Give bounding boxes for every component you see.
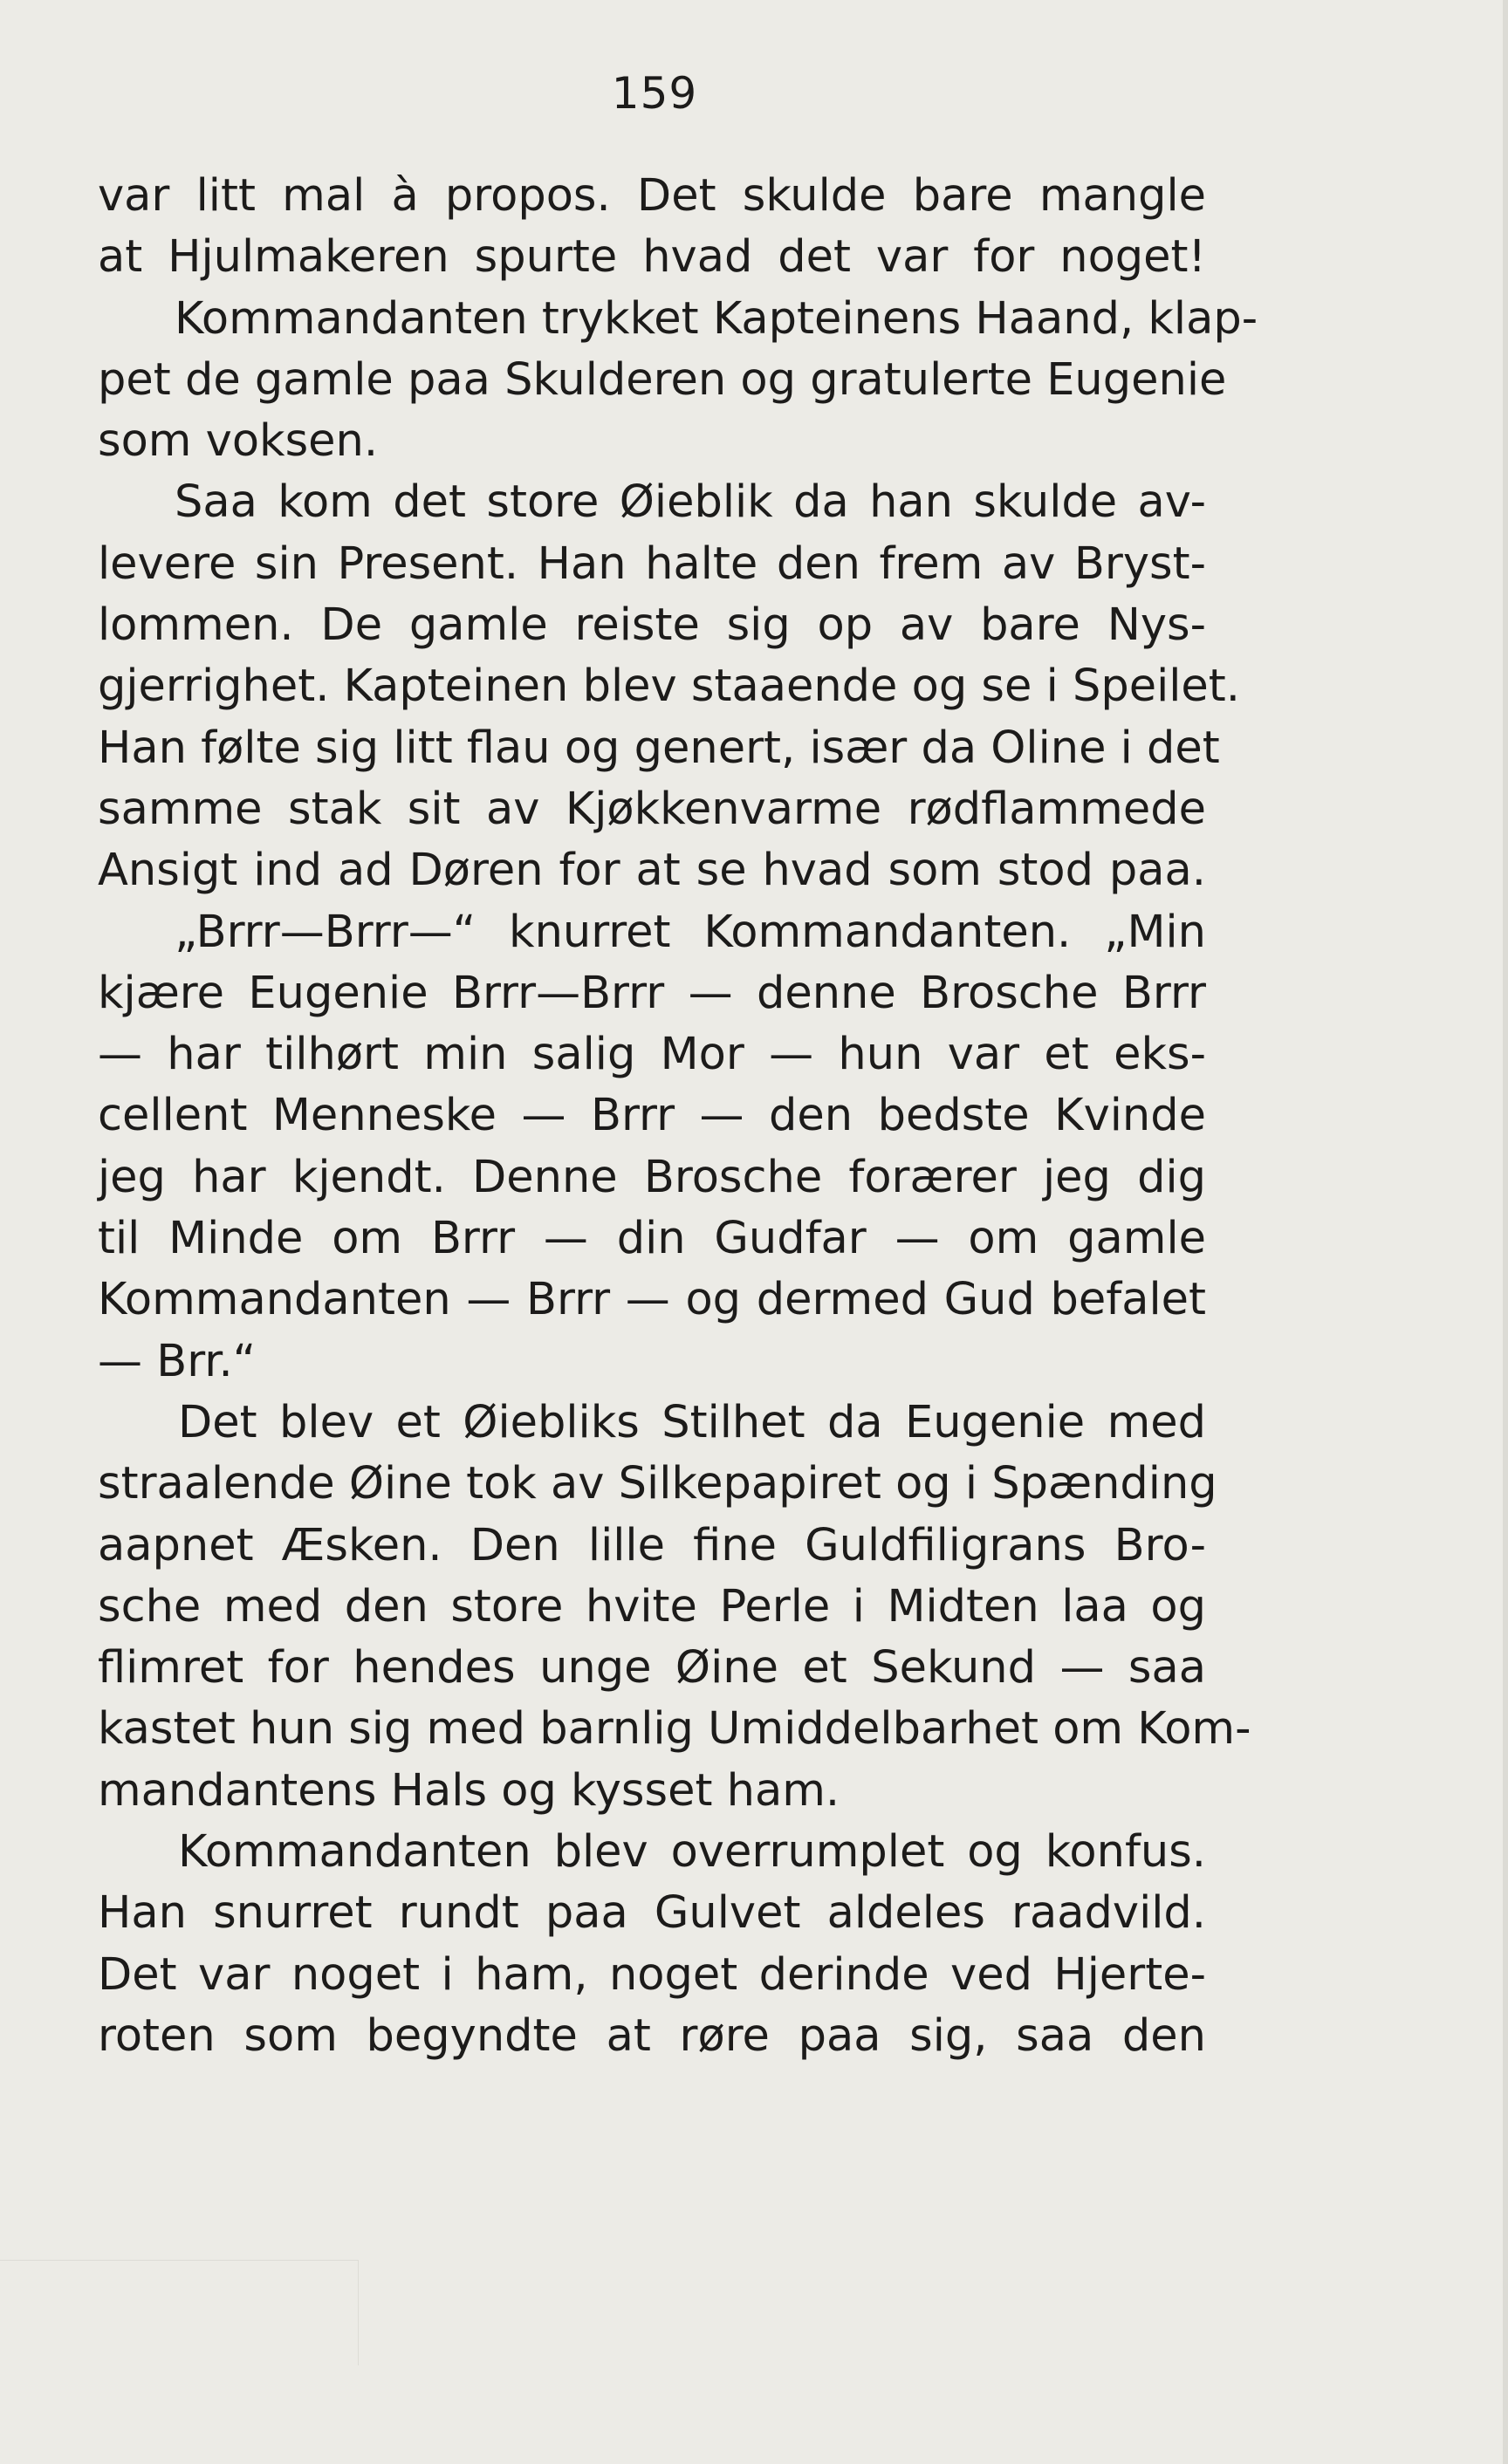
text-line: straalende Øine tok av Silkepapiret og i Spænding [98,1458,1217,1510]
text-line: kastet hun sig med barnlig Umiddelbarhet om Kom- [98,1703,1251,1756]
text-line: — Brr.“ [98,1335,257,1387]
text-line: aapnet Æsken. Den lille fine Guldfiligrans Bro- [98,1519,1206,1571]
text-line: Saa kom det store Øieblik da han skulde av- [175,476,1206,529]
page-edge [1503,0,1508,2464]
text-line: lommen. De gamle reiste sig op av bare Nys- [98,599,1206,652]
text-line: sche med den store hvite Perle i Midten laa og [98,1580,1206,1632]
text-line: var litt mal à propos. Det skulde bare mangle [98,170,1206,222]
text-line: „Brrr—Brrr—“ knurret Kommandanten. „Min [175,906,1206,958]
text-line: at Hjulmakeren spurte hvad det var for noget! [98,231,1206,284]
text-line: flimret for hendes unge Øine et Sekund — saa [98,1642,1206,1694]
text-line: Det blev et Øiebliks Stilhet da Eugenie med [178,1396,1206,1448]
paper-edge-mark [0,2260,359,2365]
text-line: mandantens Hals og kysset ham. [98,1764,840,1817]
text-line: gjerrighet. Kapteinen blev staaende og se i Speilet. [98,660,1240,713]
text-line: pet de gamle paa Skulderen og gratulerte Eugenie [98,353,1227,406]
text-line: Kommandanten trykket Kapteinens Haand, klap- [175,292,1258,345]
text-line: Det var noget i ham, noget derinde ved Hjerte- [98,1948,1206,2001]
text-line: levere sin Present. Han halte den frem av Bryst- [98,537,1206,590]
text-line: samme stak sit av Kjøkkenvarme rødflammede [98,783,1206,835]
text-line: Kommandanten blev overrumplet og konfus. [178,1826,1206,1879]
text-line: — har tilhørt min salig Mor — hun var et eks- [98,1029,1206,1081]
text-line: til Minde om Brrr — din Gudfar — om gamle [98,1213,1206,1265]
body-text [98,166,1258,2067]
text-line: jeg har kjendt. Denne Brosche forærer jeg dig [98,1151,1206,1203]
page-number: 159 [611,68,698,119]
text-line: Ansigt ind ad Døren for at se hvad som stod paa. [98,845,1206,897]
text-line: Han følte sig litt flau og genert, især da Oline i det [98,722,1220,774]
text-line: roten som begyndte at røre paa sig, saa den [98,2009,1206,2062]
text-line: kjære Eugenie Brrr—Brrr — denne Brosche Brrr [98,967,1206,1019]
text-line: cellent Menneske — Brrr — den bedste Kvinde [98,1090,1206,1142]
text-line: Han snurret rundt paa Gulvet aldeles raadvild. [98,1887,1206,1940]
text-line: Kommandanten — Brrr — og dermed Gud befalet [98,1274,1206,1326]
text-line: som voksen. [98,415,379,468]
